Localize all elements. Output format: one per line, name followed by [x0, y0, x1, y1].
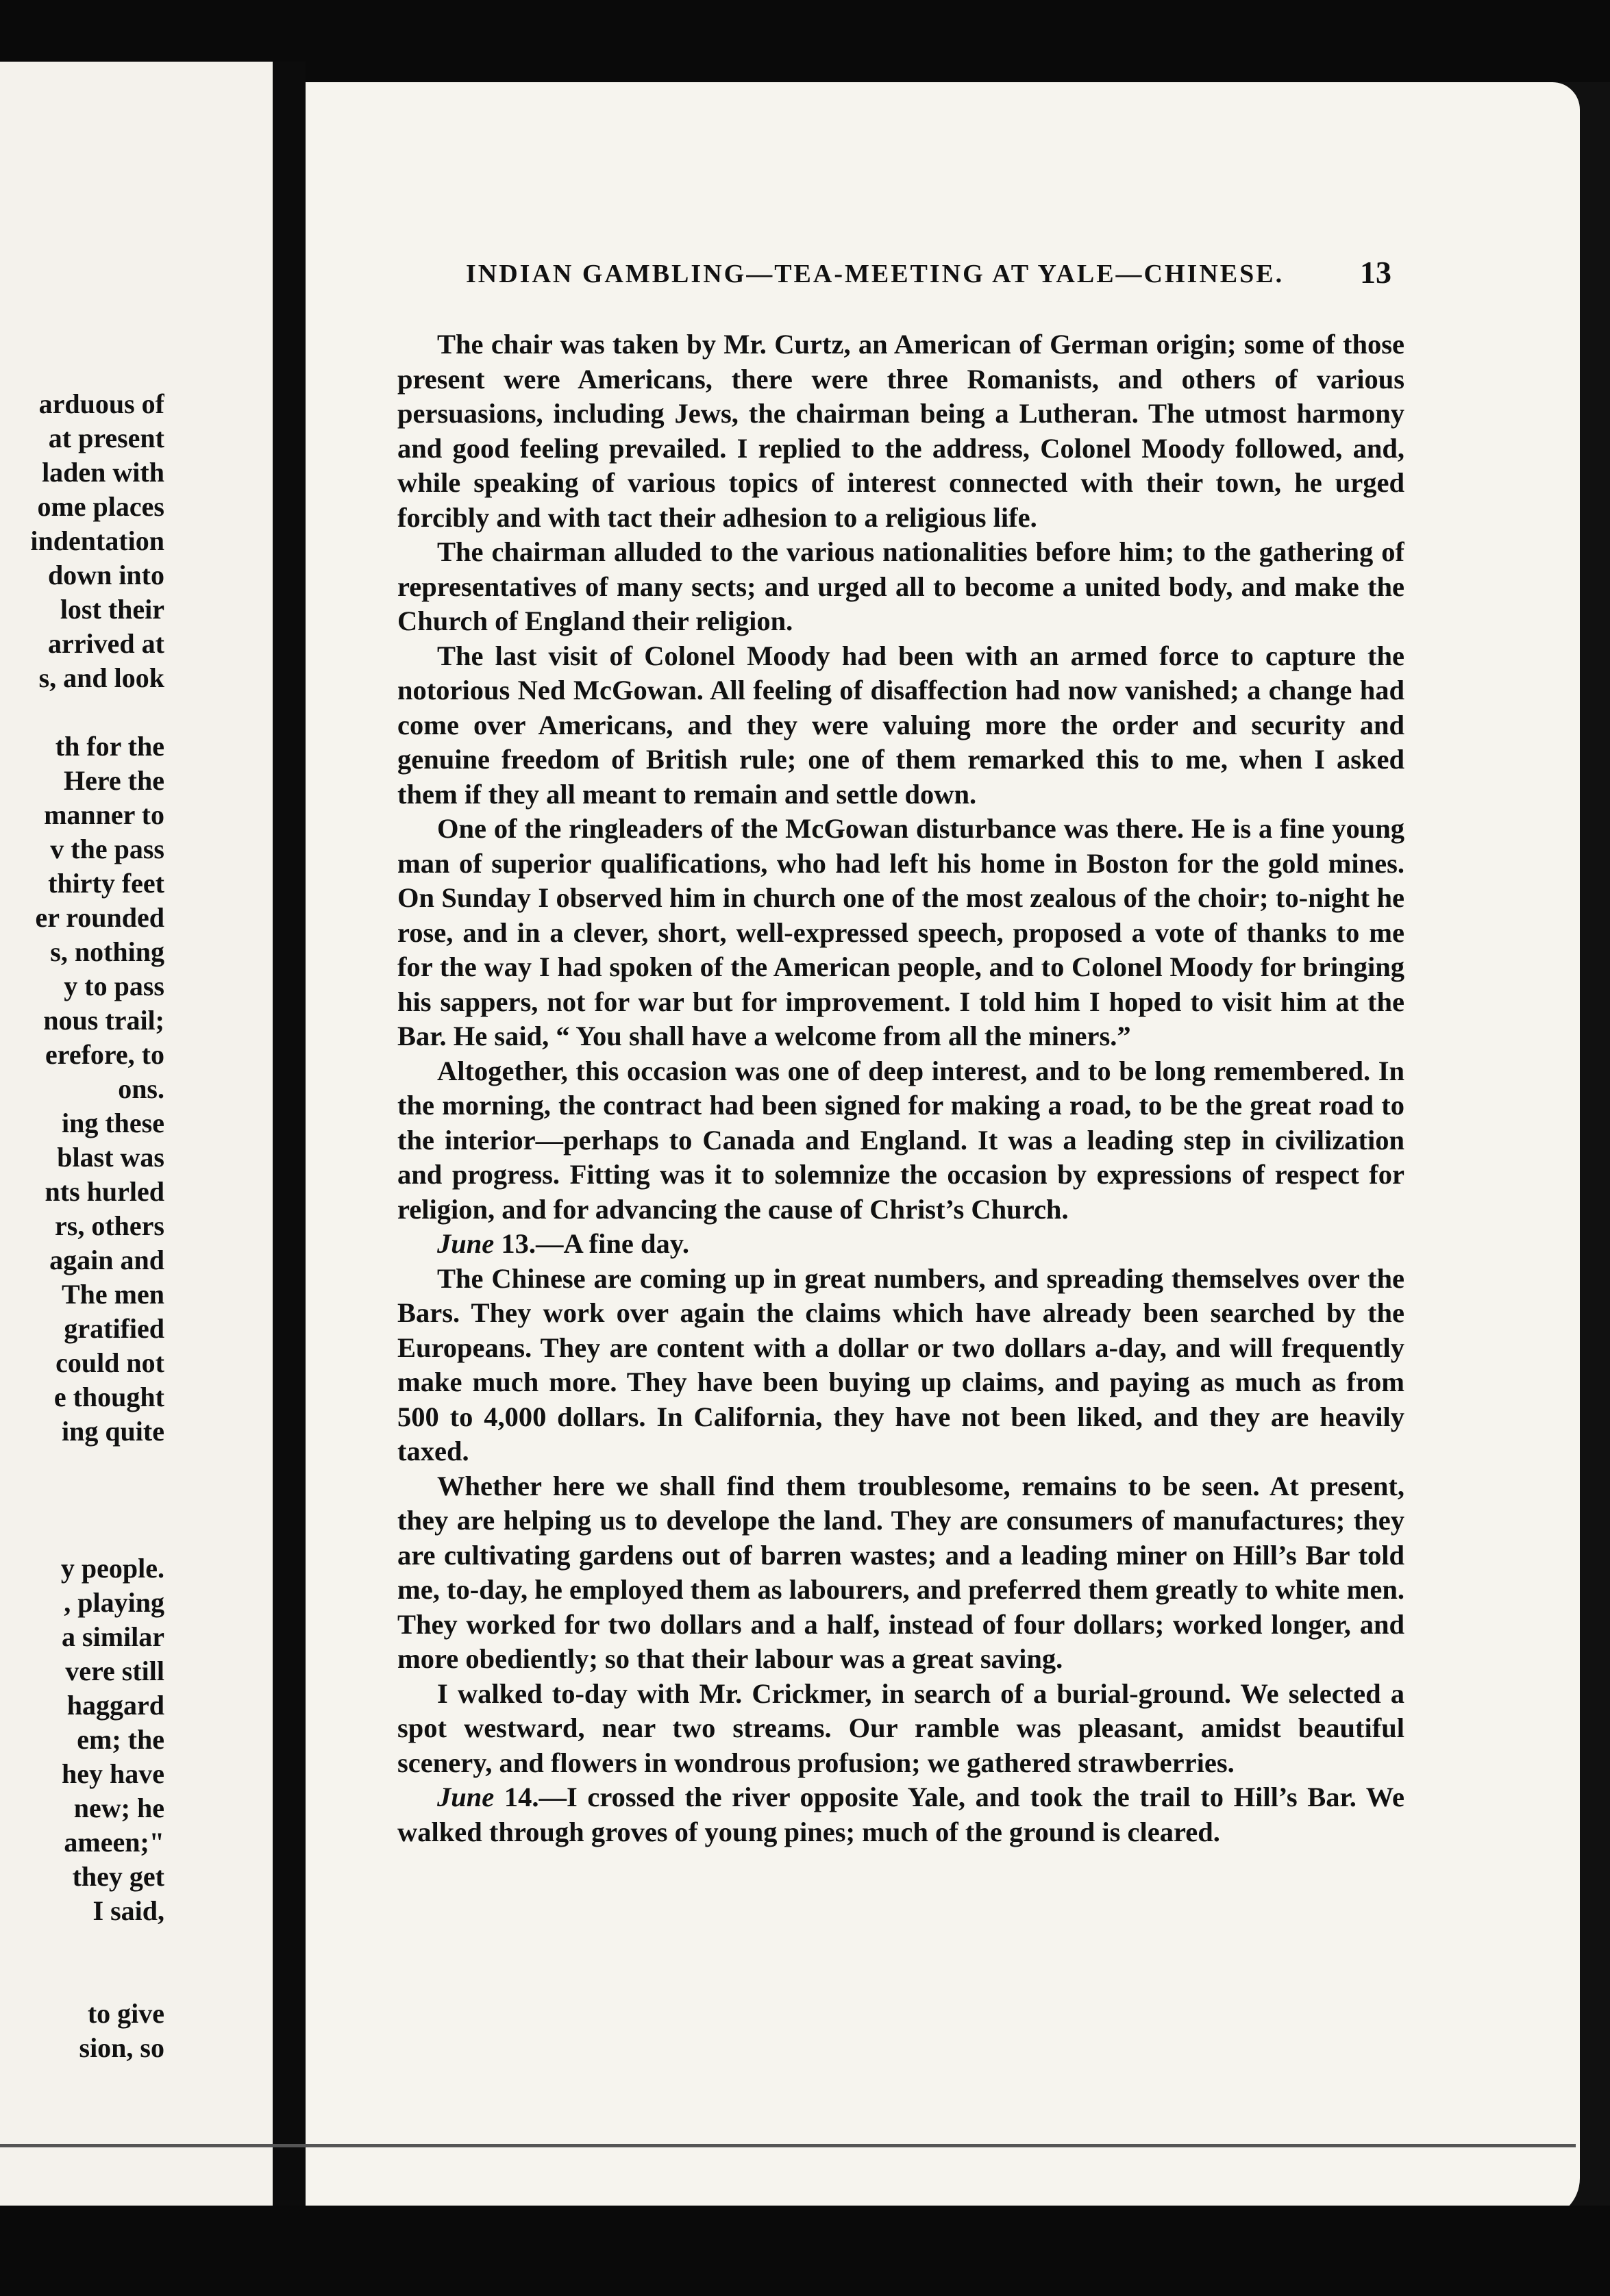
- left-column-line: I said,: [92, 1895, 164, 1926]
- left-column-line: [0, 1483, 164, 1517]
- diary-date: June: [437, 1782, 495, 1812]
- left-column-line: sion, so: [79, 2032, 164, 2063]
- left-column-line: , playing: [64, 1587, 164, 1618]
- left-column-line: ing these: [62, 1108, 164, 1138]
- left-column-line: down into: [47, 560, 164, 590]
- body-paragraph: [397, 1227, 1404, 1262]
- left-column-line: ing quite: [61, 1416, 164, 1447]
- left-column-line: em; the: [77, 1724, 164, 1755]
- left-column-line: ons.: [118, 1073, 164, 1104]
- left-column-line: they get: [72, 1861, 164, 1892]
- body-paragraph: Whether here we shall find them troublesome, remains to be seen. At present, they are helping us to develope the land. They are consumers of manufactures; they are cultivating gardens out of barren wastes; and a leading miner on Hill’s Bar told me, to-day, he employed them as labourers, and preferred them greatly to white men. They worked for two dollars and a half, instead of four dollars; worked longer, and more obediently; so that their labour was a great saving.: [397, 1470, 1404, 1674]
- left-page-text-column: [0, 387, 164, 2168]
- body-paragraph: [397, 1780, 1404, 1849]
- left-column-line: y people.: [60, 1553, 164, 1584]
- left-column-line: arduous of: [38, 388, 164, 419]
- scan-bottom-border: [0, 2206, 1610, 2296]
- left-column-line: v the pass: [50, 834, 164, 864]
- left-column-line: ome places: [37, 491, 164, 522]
- left-column-line: th for the: [55, 731, 164, 762]
- left-column-line: [0, 1449, 164, 1483]
- page-number: 13: [1360, 255, 1391, 290]
- body-paragraph: The last visit of Colonel Moody had been with an armed force to capture the notorious Ned McGowan. All feeling of disaffection had now vanished; a change had come over Americans, and they were valuing more the order and security and genuine freedom of British rule; one of them remarked this to me, when I asked them if they all meant to remain and settle down.: [397, 640, 1404, 810]
- left-column-line: lost their: [60, 594, 164, 625]
- running-header: INDIAN GAMBLING—TEA-MEETING AT YALE—CHINESE.: [466, 260, 1285, 288]
- body-paragraph: I walked to-day with Mr. Crickmer, in search of a burial-ground. We selected a spot westward, near two streams. Our ramble was pleasant, amidst beautiful scenery, and flowers in wondrous profusion; we gathered strawberries.: [397, 1677, 1404, 1778]
- diary-entry-text: 13.—A fine day.: [494, 1228, 689, 1259]
- left-column-line: [0, 1962, 164, 1997]
- left-column-line: a similar: [62, 1621, 164, 1652]
- page-body-text: [397, 327, 1404, 2067]
- left-column-line: laden with: [42, 457, 164, 488]
- left-column-line: Here the: [64, 765, 164, 796]
- left-column-line: s, nothing: [50, 936, 164, 967]
- body-paragraph: One of the ringleaders of the McGowan disturbance was there. He is a fine young man of superior qualifications, who had left his home in Boston for the gold mines. On Sunday I observed him in church one of the most zealous of the choir; to-night he rose, and in a clever, short, well-expressed speech, proposed a vote of thanks to me for the way I had spoken of the American people, and to Colonel Moody for bringing his sappers, not for war but for improvement. I told him I hoped to visit him at the Bar. He said, “ You shall have a welcome from all the miners.”: [397, 813, 1404, 1051]
- body-paragraph: The chairman alluded to the various nationalities before him; to the gathering of representatives of many sects; and urged all to become a united body, and make the Church of England their religion.: [397, 536, 1404, 636]
- left-column-line: erefore, to: [45, 1039, 164, 1070]
- diary-date: June: [437, 1228, 495, 1259]
- body-paragraph: The Chinese are coming up in great numbers, and spreading themselves over the Bars. They work over again the claims which have already been searched by the Europeans. They are content with a dollar or two dollars a-day, and will frequently make much more. They have been buying up claims, and paying as much as from 500 to 4,000 dollars. In California, they have not been liked, and they are heavily taxed.: [397, 1262, 1404, 1467]
- left-column-line: at present: [48, 423, 164, 453]
- left-column-line: The men: [62, 1279, 164, 1310]
- left-column-line: thirty feet: [48, 868, 164, 899]
- left-column-line: nous trail;: [43, 1005, 164, 1036]
- left-column-line: vere still: [65, 1656, 164, 1686]
- left-column-line: new; he: [73, 1793, 164, 1823]
- body-paragraph: Altogether, this occasion was one of deep interest, and to be long remembered. In the morning, the contract had been signed for making a road, to be the great road to the interior—perhaps to Canada and England. It was a leading step in civilization and progress. Fitting was it to solemnize the occasion by expressions of respect for religion, and for advancing the cause of Christ’s Church.: [397, 1055, 1404, 1225]
- left-column-line: y to pass: [64, 971, 164, 1001]
- left-column-line: [0, 1928, 164, 1962]
- left-column-line: er rounded: [35, 902, 164, 933]
- left-column-line: [0, 695, 164, 729]
- left-column-line: gratified: [64, 1313, 164, 1344]
- left-column-line: arrived at: [48, 628, 164, 659]
- book-gutter: [273, 62, 306, 2206]
- left-column-line: again and: [49, 1245, 164, 1275]
- left-column-line: indentation: [30, 525, 164, 556]
- left-column-line: ameen;": [64, 1827, 164, 1858]
- left-column-line: blast was: [57, 1142, 164, 1173]
- left-column-line: could not: [55, 1347, 164, 1378]
- left-column-line: rs, others: [55, 1210, 164, 1241]
- left-column-line: e thought: [53, 1382, 164, 1412]
- left-column-line: to give: [87, 1998, 164, 2029]
- left-page-fragment: [0, 62, 274, 2206]
- left-column-line: s, and look: [38, 662, 164, 693]
- diary-entry-text: 14.—I crossed the river opposite Yale, and took the trail to Hill’s Bar. We walked through groves of young pines; much of the ground is cleared.: [397, 1782, 1404, 1847]
- left-column-line: nts hurled: [45, 1176, 164, 1207]
- left-column-line: manner to: [44, 799, 164, 830]
- left-column-line: [0, 1517, 164, 1551]
- page-bottom-edge: [0, 2144, 1576, 2147]
- left-column-line: hey have: [62, 1758, 164, 1789]
- body-paragraph: The chair was taken by Mr. Curtz, an American of German origin; some of those present were Americans, there were three Romanists, and others of various persuasions, including Jews, the chairman being a Lutheran. The utmost harmony and good feeling prevailed. I replied to the address, Colonel Moody followed, and, while speaking of various topics of interest connected with their town, he urged forcibly and with tact their adhesion to a religious life.: [397, 329, 1404, 533]
- left-column-line: haggard: [66, 1690, 164, 1721]
